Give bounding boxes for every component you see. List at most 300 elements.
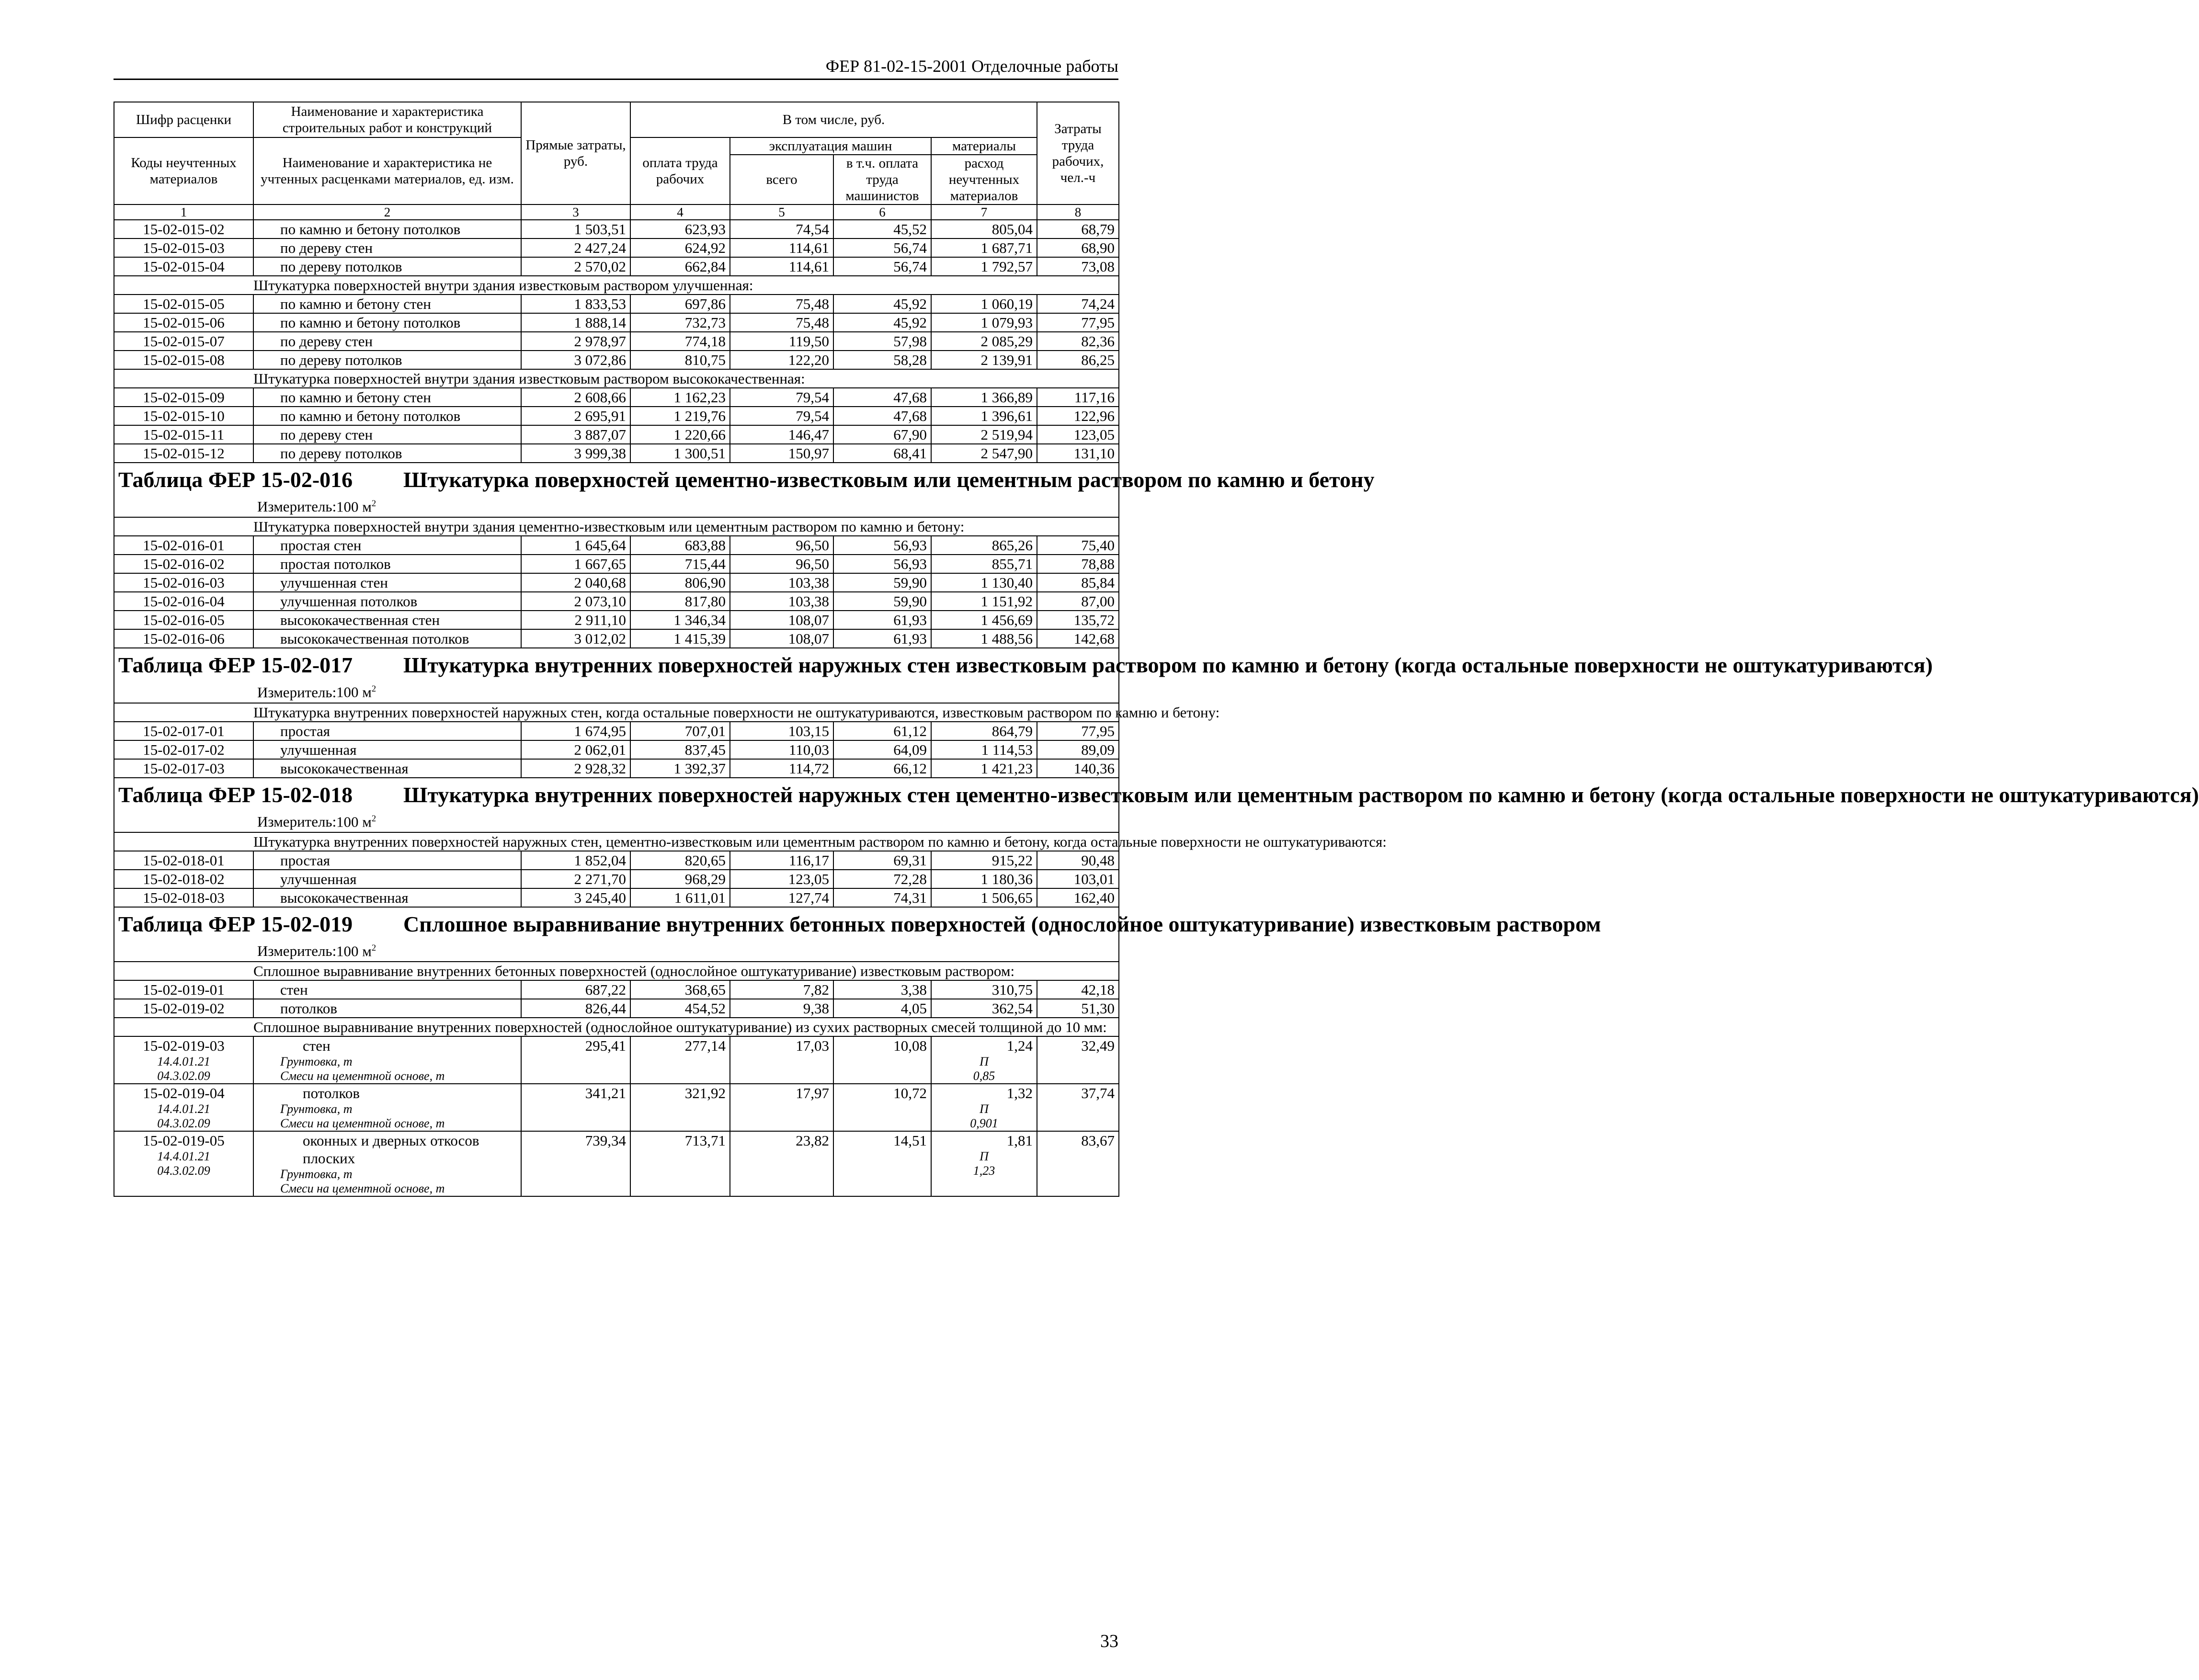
direct-cost: 2 062,01: [521, 740, 630, 759]
machines-total: 108,07: [730, 611, 833, 629]
table-row: [114, 592, 1119, 611]
labor-hours: 90,48: [1037, 851, 1119, 870]
machines-total-value: 17,97: [796, 1085, 829, 1102]
work-name: по камню и бетону потолков: [253, 220, 521, 238]
col-code-header: Шифр расценки: [114, 102, 253, 137]
work-name: улучшенная: [253, 740, 521, 759]
labor-hours: 77,95: [1037, 722, 1119, 740]
machines-total: 114,61: [730, 238, 833, 257]
materials-cost: 1 421,23: [931, 759, 1037, 778]
labor-pay: 454,52: [630, 999, 730, 1018]
rate-code-value: 15-02-019-05: [143, 1132, 225, 1149]
table-row: [114, 1084, 1119, 1131]
materials-cost: 1 792,57: [931, 257, 1037, 276]
labor-pay: 624,92: [630, 238, 730, 257]
material-consumption: 1,23: [973, 1164, 995, 1178]
material-name: Грунтовка, т: [280, 1102, 353, 1116]
labor-hours: 103,01: [1037, 870, 1119, 888]
rate-code: 15-02-015-05: [114, 295, 253, 313]
direct-cost: 3 012,02: [521, 629, 630, 648]
rate-code: 15-02-015-03: [114, 238, 253, 257]
material-code: 04.3.02.09: [157, 1116, 210, 1131]
table-row: [114, 1131, 1119, 1196]
direct-cost-value: 341,21: [585, 1085, 626, 1102]
material-name: Смеси на цементной основе, т: [280, 1116, 445, 1131]
labor-hours-value: 37,74: [1081, 1085, 1115, 1102]
machines-total: [730, 1036, 833, 1084]
work-name: по камню и бетону стен: [253, 295, 521, 313]
rate-code: 15-02-016-05: [114, 611, 253, 629]
section-row: Штукатурка внутренних поверхностей наружных стен, цементно-известковым или цементным раствором по камню и бетону, когда остальные поверхности не оштукатуриваются:: [114, 832, 1119, 851]
labor-pay: 707,01: [630, 722, 730, 740]
materials-cost: 1 687,71: [931, 238, 1037, 257]
work-name: по дереву стен: [253, 332, 521, 351]
work-name: высококачественная стен: [253, 611, 521, 629]
labor-hours-value: 83,67: [1081, 1132, 1115, 1149]
materials-cost: 865,26: [931, 536, 1037, 555]
col-direct-header: Прямые затраты, руб.: [521, 102, 630, 204]
direct-cost: 3 245,40: [521, 888, 630, 907]
table-title: Штукатурка поверхностей цементно-известковым или цементным раствором по камню и бетону: [403, 467, 1375, 492]
material-consumption: П: [980, 1149, 989, 1164]
materials-cost: 1 151,92: [931, 592, 1037, 611]
labor-pay: 662,84: [630, 257, 730, 276]
machinists-pay: 56,74: [833, 238, 931, 257]
labor-hours: 68,79: [1037, 220, 1119, 238]
col-labor-header: Затраты труда рабочих, чел.-ч: [1037, 102, 1119, 204]
rates-table: [114, 102, 2199, 1197]
col-number: 3: [521, 204, 630, 220]
measure-label: Измеритель:: [257, 813, 337, 830]
measure-value: 100 м: [336, 813, 372, 830]
col-materials-unacc-header: расход неучтенных материалов: [931, 155, 1037, 204]
direct-cost: 2 271,70: [521, 870, 630, 888]
work-name-value: оконных и дверных откосов плоских: [303, 1132, 479, 1167]
machines-total: 74,54: [730, 220, 833, 238]
direct-cost: [521, 1131, 630, 1196]
section-row: Сплошное выравнивание внутренних бетонных поверхностей (однослойное оштукатуривание) известковым раствором:: [114, 962, 1119, 980]
table-row: [114, 629, 1119, 648]
labor-hours: 74,24: [1037, 295, 1119, 313]
labor-pay: 1 162,23: [630, 388, 730, 407]
machines-total: 75,48: [730, 295, 833, 313]
labor-hours: [1037, 1084, 1119, 1131]
col-number: 6: [833, 204, 931, 220]
machinists-pay: 59,90: [833, 592, 931, 611]
machinists-pay: 61,93: [833, 629, 931, 648]
rate-code: 15-02-015-12: [114, 444, 253, 463]
measure-value: 100 м: [336, 942, 372, 960]
machinists-pay: 56,93: [833, 536, 931, 555]
work-name: по камню и бетону потолков: [253, 313, 521, 332]
labor-pay: [630, 1084, 730, 1131]
labor-pay: 1 219,76: [630, 407, 730, 425]
work-name-value: потолков: [303, 1085, 360, 1102]
work-name: высококачественная: [253, 759, 521, 778]
rate-code: [114, 1084, 253, 1131]
material-name: Грунтовка, т: [280, 1055, 353, 1069]
machines-total: [730, 1084, 833, 1131]
rate-code: 15-02-018-01: [114, 851, 253, 870]
material-name: Смеси на цементной основе, т: [280, 1069, 445, 1083]
materials-cost-value: 1,32: [1006, 1085, 1033, 1102]
material-consumption: 0,901: [970, 1116, 998, 1131]
col-materials-header: материалы: [931, 137, 1037, 155]
table-code: Таблица ФЕР 15-02-018: [118, 782, 353, 807]
machines-total: 114,72: [730, 759, 833, 778]
table-row: [114, 611, 1119, 629]
work-name: улучшенная потолков: [253, 592, 521, 611]
machinists-pay: 47,68: [833, 388, 931, 407]
rate-code: 15-02-015-09: [114, 388, 253, 407]
labor-hours: 131,10: [1037, 444, 1119, 463]
labor-hours: 135,72: [1037, 611, 1119, 629]
labor-hours: 122,96: [1037, 407, 1119, 425]
materials-cost-value: 1,81: [1006, 1132, 1033, 1149]
rate-code: 15-02-015-10: [114, 407, 253, 425]
material-code: 14.4.01.21: [157, 1102, 210, 1116]
measure-exponent: 2: [371, 499, 376, 509]
labor-hours: 42,18: [1037, 980, 1119, 999]
labor-pay: [630, 1036, 730, 1084]
materials-cost: 1 114,53: [931, 740, 1037, 759]
direct-cost: 3 887,07: [521, 425, 630, 444]
machines-total: [730, 1131, 833, 1196]
machines-total: 122,20: [730, 351, 833, 369]
table-row: [114, 888, 1119, 907]
direct-cost: 826,44: [521, 999, 630, 1018]
section-row: Штукатурка поверхностей внутри здания известковым раствором высококачественная:: [114, 369, 1119, 388]
document-title: ФЕР 81-02-15-2001 Отделочные работы: [825, 57, 1118, 76]
work-name: простая потолков: [253, 555, 521, 573]
labor-pay: 1 611,01: [630, 888, 730, 907]
materials-cost: 1 180,36: [931, 870, 1037, 888]
machinists-pay: 66,12: [833, 759, 931, 778]
table-row: [114, 220, 1119, 238]
rate-code: 15-02-015-02: [114, 220, 253, 238]
materials-cost: [931, 1131, 1037, 1196]
table-row: [114, 870, 1119, 888]
col-number: 5: [730, 204, 833, 220]
col-number: 1: [114, 204, 253, 220]
labor-hours: 142,68: [1037, 629, 1119, 648]
rate-code: 15-02-016-01: [114, 536, 253, 555]
machinists-pay: 3,38: [833, 980, 931, 999]
labor-hours: 117,16: [1037, 388, 1119, 407]
machines-total-value: 23,82: [796, 1132, 829, 1149]
table-title: Сплошное выравнивание внутренних бетонных поверхностей (однослойное оштукатуривание) известковым раствором: [403, 911, 1601, 936]
direct-cost-value: 739,34: [585, 1132, 626, 1149]
machinists-pay: 68,41: [833, 444, 931, 463]
work-name: улучшенная стен: [253, 573, 521, 592]
table-title-row: [114, 648, 1119, 679]
work-name: простая стен: [253, 536, 521, 555]
labor-hours: 73,08: [1037, 257, 1119, 276]
col-name-header: Наименование и характеристика строительных работ и конструкций: [253, 102, 521, 137]
table-row: [114, 999, 1119, 1018]
table-title-row: [114, 463, 1119, 494]
machines-total: 116,17: [730, 851, 833, 870]
table-row: [114, 722, 1119, 740]
direct-cost: 2 073,10: [521, 592, 630, 611]
table-row: [114, 407, 1119, 425]
page-number: 33: [1100, 1631, 1118, 1651]
measure-exponent: 2: [371, 684, 376, 694]
rate-code: 15-02-015-08: [114, 351, 253, 369]
direct-cost-value: 295,41: [585, 1037, 626, 1055]
labor-hours: 78,88: [1037, 555, 1119, 573]
material-consumption: П: [980, 1055, 989, 1069]
rate-code: 15-02-016-06: [114, 629, 253, 648]
direct-cost: [521, 1084, 630, 1131]
table-header: [114, 102, 1119, 220]
rate-code: [114, 1036, 253, 1084]
work-name: по дереву потолков: [253, 257, 521, 276]
work-name: высококачественная потолков: [253, 629, 521, 648]
section-row: Штукатурка поверхностей внутри здания известковым раствором улучшенная:: [114, 276, 1119, 295]
materials-cost: 1 366,89: [931, 388, 1037, 407]
labor-pay: 715,44: [630, 555, 730, 573]
work-name: простая: [253, 722, 521, 740]
materials-cost: 362,54: [931, 999, 1037, 1018]
machines-total: 75,48: [730, 313, 833, 332]
col-labor-pay-header: оплата труда рабочих: [630, 137, 730, 204]
machinists-pay: [833, 1131, 931, 1196]
measure-row: [114, 679, 1119, 703]
labor-pay: 1 220,66: [630, 425, 730, 444]
labor-pay: 1 415,39: [630, 629, 730, 648]
labor-hours: 162,40: [1037, 888, 1119, 907]
machinists-pay: 56,74: [833, 257, 931, 276]
machinists-pay: 45,92: [833, 295, 931, 313]
labor-pay: 683,88: [630, 536, 730, 555]
rate-code-value: 15-02-019-04: [143, 1085, 225, 1102]
direct-cost: 2 040,68: [521, 573, 630, 592]
machinists-pay: 69,31: [833, 851, 931, 870]
labor-hours-value: 32,49: [1081, 1037, 1115, 1055]
labor-pay: 1 300,51: [630, 444, 730, 463]
work-name: потолков: [253, 999, 521, 1018]
col-including-header: В том числе, руб.: [630, 102, 1037, 137]
labor-pay: 368,65: [630, 980, 730, 999]
rate-code: 15-02-016-04: [114, 592, 253, 611]
col-machinists-header: в т.ч. оплата труда машинистов: [833, 155, 931, 204]
labor-hours: 82,36: [1037, 332, 1119, 351]
machines-total: 9,38: [730, 999, 833, 1018]
work-name-value: стен: [303, 1037, 330, 1055]
machinists-pay: 64,09: [833, 740, 931, 759]
machines-total-value: 17,03: [796, 1037, 829, 1055]
measure-label: Измеритель:: [257, 683, 337, 701]
direct-cost: 1 833,53: [521, 295, 630, 313]
measure-row: [114, 809, 1119, 832]
table-title: Штукатурка внутренних поверхностей наружных стен цементно-известковым или цементным раствором по камню и бетону (когда остальные поверхности не оштукатуриваются): [403, 782, 2199, 807]
rate-code: 15-02-015-04: [114, 257, 253, 276]
measure-exponent: 2: [371, 942, 376, 953]
col-codes-unacc-header: Коды неучтенных материалов: [114, 137, 253, 204]
table-title-row: [114, 907, 1119, 938]
section-row: Сплошное выравнивание внутренних поверхностей (однослойное оштукатуривание) из сухих растворных смесей толщиной до 10 мм:: [114, 1018, 1119, 1036]
labor-pay: 697,86: [630, 295, 730, 313]
labor-hours: 68,90: [1037, 238, 1119, 257]
materials-cost: 1 488,56: [931, 629, 1037, 648]
section-row: Штукатурка поверхностей внутри здания цементно-известковым или цементным раствором по камню и бетону:: [114, 517, 1119, 536]
table-row: [114, 536, 1119, 555]
page-header: [114, 54, 1118, 80]
rate-code: 15-02-017-02: [114, 740, 253, 759]
rate-code: 15-02-016-02: [114, 555, 253, 573]
materials-cost: 1 079,93: [931, 313, 1037, 332]
table-row: [114, 332, 1119, 351]
direct-cost: 2 928,32: [521, 759, 630, 778]
material-name: Грунтовка, т: [280, 1167, 353, 1181]
machinists-pay: 67,90: [833, 425, 931, 444]
measure-value: 100 м: [336, 498, 372, 515]
materials-cost: 2 139,91: [931, 351, 1037, 369]
machinists-pay: [833, 1036, 931, 1084]
labor-pay: [630, 1131, 730, 1196]
table-row: [114, 388, 1119, 407]
table-row: [114, 257, 1119, 276]
machinists-pay-value: 10,72: [893, 1085, 927, 1102]
materials-cost: 2 519,94: [931, 425, 1037, 444]
rate-code: 15-02-018-03: [114, 888, 253, 907]
table-row: [114, 313, 1119, 332]
machines-total: 146,47: [730, 425, 833, 444]
materials-cost: 855,71: [931, 555, 1037, 573]
machines-total: 79,54: [730, 407, 833, 425]
machinists-pay: 61,93: [833, 611, 931, 629]
table-row: [114, 238, 1119, 257]
labor-hours: 87,00: [1037, 592, 1119, 611]
machinists-pay: 59,90: [833, 573, 931, 592]
machinists-pay-value: 10,08: [893, 1037, 927, 1055]
materials-cost: 1 396,61: [931, 407, 1037, 425]
labor-hours: [1037, 1036, 1119, 1084]
direct-cost: 2 608,66: [521, 388, 630, 407]
work-name: стен: [253, 980, 521, 999]
table-title-row: [114, 778, 1119, 809]
machines-total: 79,54: [730, 388, 833, 407]
direct-cost: 2 695,91: [521, 407, 630, 425]
direct-cost: 1 852,04: [521, 851, 630, 870]
col-number: 2: [253, 204, 521, 220]
machines-total: 103,38: [730, 592, 833, 611]
materials-cost: 2 547,90: [931, 444, 1037, 463]
labor-pay-value: 277,14: [684, 1037, 726, 1055]
machinists-pay: 57,98: [833, 332, 931, 351]
labor-hours: 85,84: [1037, 573, 1119, 592]
work-name: [253, 1131, 521, 1196]
measure-label: Измеритель:: [257, 942, 337, 960]
col-number: 7: [931, 204, 1037, 220]
work-name: по камню и бетону потолков: [253, 407, 521, 425]
material-code: 14.4.01.21: [157, 1055, 210, 1069]
machines-total: 7,82: [730, 980, 833, 999]
labor-pay: 732,73: [630, 313, 730, 332]
rate-code: 15-02-017-03: [114, 759, 253, 778]
table-row: [114, 295, 1119, 313]
labor-hours: 51,30: [1037, 999, 1119, 1018]
labor-pay: 820,65: [630, 851, 730, 870]
rate-code: 15-02-017-01: [114, 722, 253, 740]
labor-hours: 77,95: [1037, 313, 1119, 332]
labor-pay: 1 346,34: [630, 611, 730, 629]
labor-pay: 806,90: [630, 573, 730, 592]
direct-cost: 1 503,51: [521, 220, 630, 238]
work-name: [253, 1036, 521, 1084]
materials-cost: 915,22: [931, 851, 1037, 870]
table-row: [114, 980, 1119, 999]
table-row: [114, 1036, 1119, 1084]
materials-cost: 1 456,69: [931, 611, 1037, 629]
machines-total: 103,15: [730, 722, 833, 740]
machinists-pay-value: 14,51: [893, 1132, 927, 1149]
machinists-pay: 72,28: [833, 870, 931, 888]
labor-hours: 86,25: [1037, 351, 1119, 369]
machinists-pay: 61,12: [833, 722, 931, 740]
table-row: [114, 425, 1119, 444]
measure-row: [114, 938, 1119, 962]
work-name: по дереву потолков: [253, 444, 521, 463]
materials-cost-value: 1,24: [1006, 1037, 1033, 1055]
col-name-unacc-header: Наименование и характеристика не учтенных расценками материалов, ед. изм.: [253, 137, 521, 204]
material-code: 04.3.02.09: [157, 1164, 210, 1178]
materials-cost: 1 060,19: [931, 295, 1037, 313]
direct-cost: 2 570,02: [521, 257, 630, 276]
materials-cost: [931, 1084, 1037, 1131]
materials-cost: 864,79: [931, 722, 1037, 740]
material-code: 04.3.02.09: [157, 1069, 210, 1083]
table-row: [114, 351, 1119, 369]
machines-total: 123,05: [730, 870, 833, 888]
labor-pay-value: 321,92: [684, 1085, 726, 1102]
machinists-pay: 45,52: [833, 220, 931, 238]
rate-code-value: 15-02-019-03: [143, 1037, 225, 1055]
table-row: [114, 759, 1119, 778]
machines-total: 119,50: [730, 332, 833, 351]
rate-code: 15-02-018-02: [114, 870, 253, 888]
table-row: [114, 740, 1119, 759]
table-code: Таблица ФЕР 15-02-016: [118, 467, 353, 492]
labor-pay-value: 713,71: [684, 1132, 726, 1149]
direct-cost: 3 072,86: [521, 351, 630, 369]
machines-total: 150,97: [730, 444, 833, 463]
machinists-pay: 45,92: [833, 313, 931, 332]
direct-cost: 1 674,95: [521, 722, 630, 740]
rate-code: 15-02-016-03: [114, 573, 253, 592]
labor-hours: 89,09: [1037, 740, 1119, 759]
labor-hours: [1037, 1131, 1119, 1196]
labor-pay: 774,18: [630, 332, 730, 351]
table-row: [114, 573, 1119, 592]
machines-total: 108,07: [730, 629, 833, 648]
col-machines-header: эксплуатация машин: [730, 137, 931, 155]
machines-total: 96,50: [730, 555, 833, 573]
direct-cost: 2 911,10: [521, 611, 630, 629]
work-name: по камню и бетону стен: [253, 388, 521, 407]
rate-code: 15-02-015-11: [114, 425, 253, 444]
labor-pay: 810,75: [630, 351, 730, 369]
measure-exponent: 2: [371, 813, 376, 824]
machines-total: 110,03: [730, 740, 833, 759]
rate-code: 15-02-019-01: [114, 980, 253, 999]
labor-pay: 837,45: [630, 740, 730, 759]
materials-cost: 2 085,29: [931, 332, 1037, 351]
labor-pay: 1 392,37: [630, 759, 730, 778]
machines-total: 114,61: [730, 257, 833, 276]
labor-pay: 968,29: [630, 870, 730, 888]
